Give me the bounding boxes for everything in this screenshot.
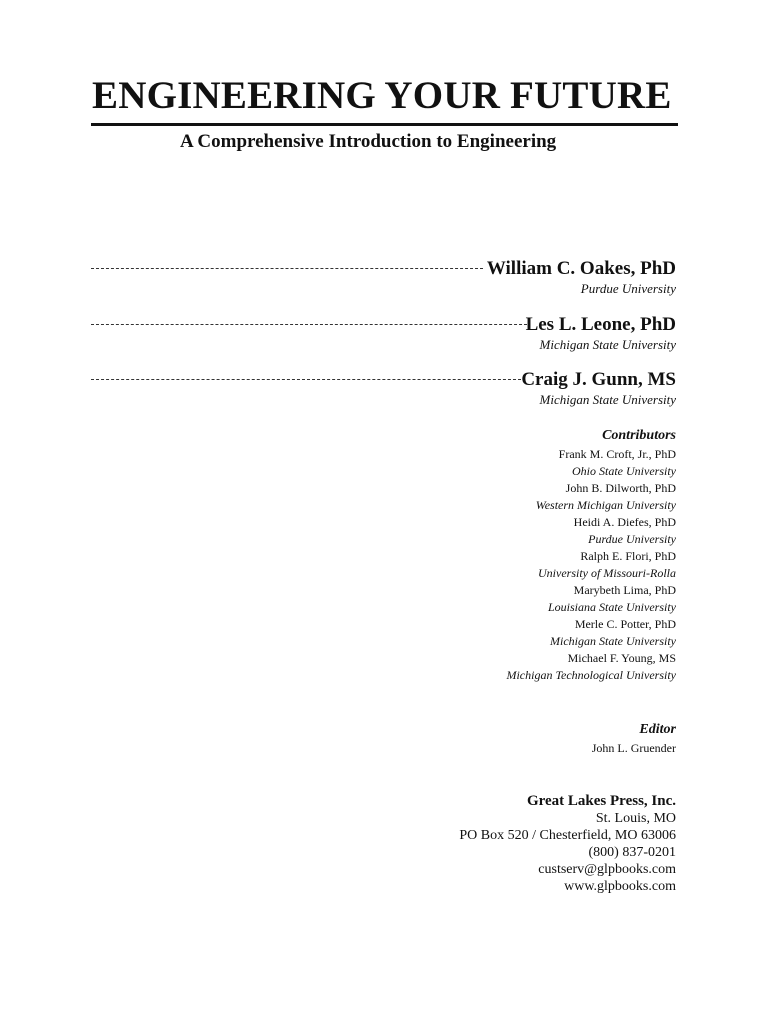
publisher-city: St. Louis, MO [595,811,676,826]
author-affiliation: Purdue University [580,281,676,296]
editor-heading: Editor [639,722,676,737]
contributor-entry [506,446,676,480]
author-block [521,369,676,409]
publisher-name: Great Lakes Press, Inc. [526,793,676,809]
book-title: ENGINEERING YOUR FUTURE [92,74,672,117]
contributor-name: John B. Dilworth, PhD [565,481,676,495]
contributor-affiliation: Western Michigan University [535,498,676,512]
publisher-section [459,792,676,895]
author-affiliation: Michigan State University [539,392,676,407]
author-block [526,314,676,354]
author-block [487,258,676,298]
book-subtitle: A Comprehensive Introduction to Engineering [180,131,557,152]
contributor-entry [506,582,676,616]
author-divider-line [91,268,483,269]
author-name: Craig J. Gunn, MS [521,369,676,390]
contributor-affiliation: Louisiana State University [548,600,676,614]
contributor-entry [506,616,676,650]
contributor-affiliation: Michigan Technological University [506,668,676,682]
editor-name: John L. Gruender [591,741,676,755]
contributor-name: Merle C. Potter, PhD [574,617,676,631]
author-divider-line [91,379,521,380]
author-name: William C. Oakes, PhD [486,258,676,279]
contributor-name: Ralph E. Flori, PhD [580,549,676,563]
contributor-name: Heidi A. Diefes, PhD [573,515,676,529]
contributor-affiliation: Michigan State University [550,634,676,648]
author-affiliation: Michigan State University [539,337,676,352]
contributor-entry [506,650,676,684]
contributor-affiliation: University of Missouri-Rolla [538,566,676,580]
contributor-affiliation: Purdue University [588,532,676,546]
contributors-section [506,426,676,684]
author-divider-line [91,324,527,325]
contributor-entry [506,514,676,548]
publisher-email: custserv@glpbooks.com [538,862,676,877]
contributors-heading: Contributors [602,428,676,443]
contributor-entry [506,548,676,582]
contributor-entry [506,480,676,514]
contributor-name: Frank M. Croft, Jr., PhD [558,447,676,461]
publisher-website: www.glpbooks.com [564,879,676,894]
publisher-address: PO Box 520 / Chesterfield, MO 63006 [459,828,676,843]
title-rule [91,123,678,126]
contributor-name: Marybeth Lima, PhD [573,583,676,597]
publisher-phone: (800) 837-0201 [588,845,676,860]
contributor-name: Michael F. Young, MS [567,651,676,665]
editor-section [592,720,676,757]
author-name: Les L. Leone, PhD [525,314,676,335]
contributor-affiliation: Ohio State University [572,464,676,478]
